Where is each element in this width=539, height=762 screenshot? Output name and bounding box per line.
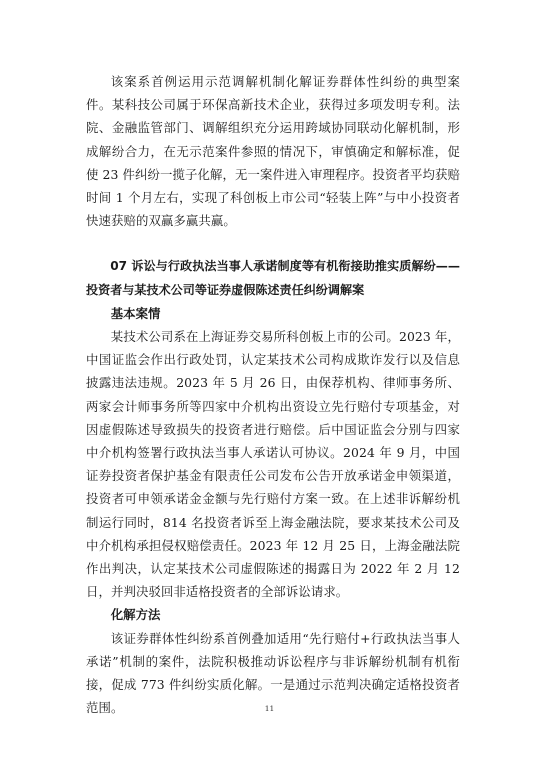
section-title: 07 诉讼与行政执法当事人承诺制度等有机衔接助推实质解纷——投资者与某技术公司等证券虚假陈述责任纠纷调解案 [86, 259, 460, 297]
basic-facts-paragraph: 某技术公司系在上海证券交易所科创板上市的公司。2023 年，中国证监会作出行政处罚，认定某技术公司构成欺诈发行以及信息披露违法违规。2023 年 5 月 26 日，由保荐机构、律师事务所、两家会计师事务所等四家中介机构出资设立先行赔付专项基金，对因虚假陈述导致损失的投资者进行赔偿。后中国证监会分别与四家中介机构签署行政执法当事人承诺认可协议。2024 年 9 月，中国证券投资者保护基金有限责任公司发布公告开放承诺金申领渠道，投资者可申领承诺金金额与先行赔付方案一致。在上述非诉解纷机制运行同时，814 名投资者诉至上海金融法院，要求某技术公司及中介机构承担侵权赔偿责任。2023 年 12 月 25 日，上海金融法院作出判决，认定某技术公司虚假陈述的揭露日为 2022 年 2 月 12 日，并判决驳回非适格投资者的全部诉讼请求。 [86, 329, 460, 600]
basic-facts-heading: 基本案情 [110, 305, 161, 321]
resolution-heading: 化解方法 [110, 607, 161, 623]
case-summary-paragraph: 该案系首例运用示范调解机制化解证券群体性纠纷的典型案件。某科技公司属于环保高新技术企业，获得过多项发明专利。法院、金融监管部门、调解组织充分运用跨域协同联动化解机制，形成解纷合力，在无示范案件参照的情况下，审慎确定和解标准，促使 23 件纠纷一揽子化解，无一案件进入审理程序。投资者平均获赔时间 1 个月左右，实现了科创板上市公司“轻装上阵”与中小投资者快速获赔的双赢多赢共赢。 [86, 74, 460, 229]
resolution-paragraph: 该证券群体性纠纷系首例叠加适用“先行赔付+行政执法当事人承诺”机制的案件，法院积极推动诉讼程序与非诉解纷机制有机衔接，促成 773 件纠纷实质化解。一是通过示范判决确定适格投资者范围。 [86, 630, 460, 716]
page-number: 11 [264, 704, 275, 713]
page-content [86, 70, 460, 719]
